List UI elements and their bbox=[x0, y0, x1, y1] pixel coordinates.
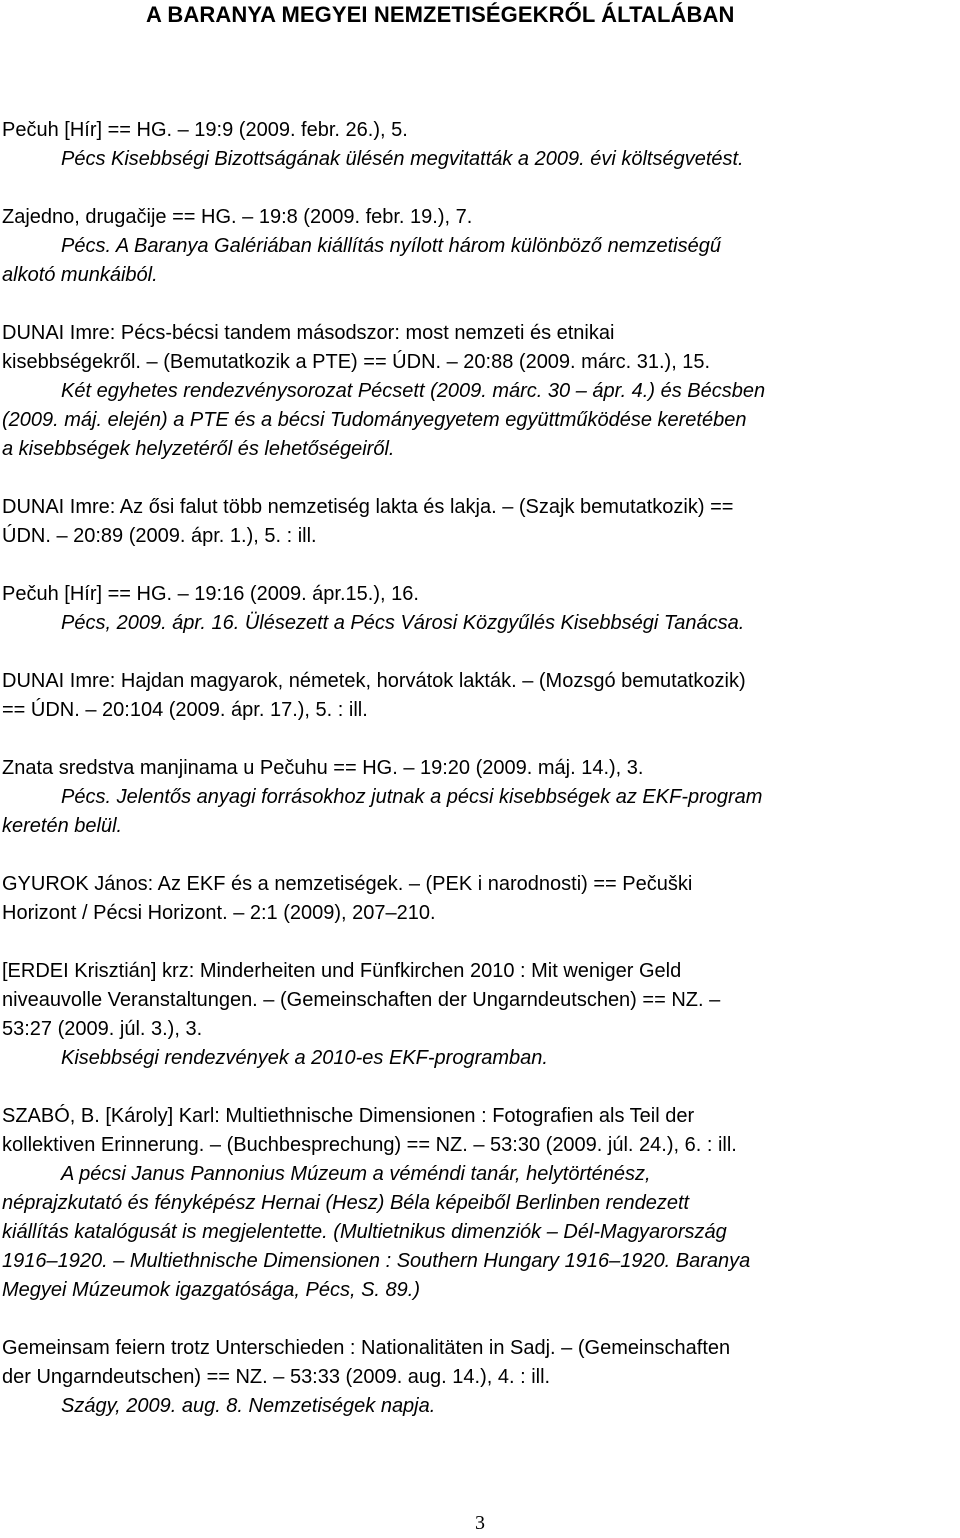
entry-citation-line: == ÚDN. – 20:104 (2009. ápr. 17.), 5. : ill. bbox=[2, 699, 368, 721]
entry-citation-line: Pečuh [Hír] == HG. – 19:16 (2009. ápr.15.), 16. bbox=[2, 583, 419, 605]
entry-annotation-line: (2009. máj. elején) a PTE és a bécsi Tudományegyetem együttműködése keretében bbox=[2, 409, 747, 431]
page-title: A BARANYA MEGYEI NEMZETISÉGEKRŐL ÁLTALÁBAN bbox=[146, 2, 735, 27]
entry-annotation-line: kiállítás katalógusát is megjelentette. (Multietnikus dimenziók – Dél-Magyarország bbox=[2, 1221, 727, 1243]
page-number: 3 bbox=[475, 1512, 485, 1534]
entry-annotation-line: alkotó munkáiból. bbox=[2, 264, 158, 286]
bibliography-entry bbox=[2, 580, 960, 638]
entry-annotation-line: 1916–1920. – Multiethnische Dimensionen : Southern Hungary 1916–1920. Baranya bbox=[2, 1250, 751, 1272]
bibliography-entry bbox=[2, 870, 960, 928]
bibliography-list bbox=[2, 116, 960, 1421]
entry-citation-line: ÚDN. – 20:89 (2009. ápr. 1.), 5. : ill. bbox=[2, 525, 317, 547]
bibliography-entry bbox=[2, 116, 960, 174]
bibliography-entry bbox=[2, 203, 960, 290]
entry-annotation-line: keretén belül. bbox=[2, 815, 123, 837]
entry-citation-line: GYUROK János: Az EKF és a nemzetiségek. – (PEK i narodnosti) == Pečuški bbox=[2, 873, 693, 895]
entry-annotation-line: Pécs. Jelentős anyagi forrásokhoz jutnak a pécsi kisebbségek az EKF-program bbox=[61, 786, 763, 808]
entry-citation-line: der Ungarndeutschen) == NZ. – 53:33 (2009. aug. 14.), 4. : ill. bbox=[2, 1366, 551, 1388]
entry-annotation-line: a kisebbségek helyzetéről és lehetőségeiről. bbox=[2, 438, 395, 460]
entry-citation-line: niveauvolle Veranstaltungen. – (Gemeinschaften der Ungarndeutschen) == NZ. – bbox=[2, 989, 721, 1011]
entry-citation-line: DUNAI Imre: Pécs-bécsi tandem másodszor: most nemzeti és etnikai bbox=[2, 322, 615, 344]
entry-citation-line: [ERDEI Krisztián] krz: Minderheiten und Fünfkirchen 2010 : Mit weniger Geld bbox=[2, 960, 682, 982]
entry-citation-line: DUNAI Imre: Az ősi falut több nemzetiség lakta és lakja. – (Szajk bemutatkozik) == bbox=[2, 496, 734, 518]
entry-citation-line: Horizont / Pécsi Horizont. – 2:1 (2009), 207–210. bbox=[2, 902, 436, 924]
bibliography-entry bbox=[2, 319, 960, 464]
entry-annotation-line: Pécs, 2009. ápr. 16. Ülésezett a Pécs Városi Közgyűlés Kisebbségi Tanácsa. bbox=[61, 612, 745, 634]
bibliography-entry bbox=[2, 754, 960, 841]
entry-citation-line: Znata sredstva manjinama u Pečuhu == HG. – 19:20 (2009. máj. 14.), 3. bbox=[2, 757, 644, 779]
bibliography-entry bbox=[2, 493, 960, 551]
entry-citation-line: Gemeinsam feiern trotz Unterschieden : Nationalitäten in Sadj. – (Gemeinschaften bbox=[2, 1337, 731, 1359]
entry-citation-line: 53:27 (2009. júl. 3.), 3. bbox=[2, 1018, 203, 1040]
entry-citation-line: kollektiven Erinnerung. – (Buchbesprechung) == NZ. – 53:30 (2009. júl. 24.), 6. : ill. bbox=[2, 1134, 737, 1156]
entry-citation-line: kisebbségekről. – (Bemutatkozik a PTE) == ÚDN. – 20:88 (2009. márc. 31.), 15. bbox=[2, 351, 711, 373]
entry-citation-line: Zajedno, drugačije == HG. – 19:8 (2009. febr. 19.), 7. bbox=[2, 206, 473, 228]
entry-citation-line: Pečuh [Hír] == HG. – 19:9 (2009. febr. 26.), 5. bbox=[2, 119, 408, 141]
bibliography-entry bbox=[2, 1102, 960, 1305]
entry-annotation-line: néprajzkutató és fényképész Hernai (Hesz) Béla képeiből Berlinben rendezett bbox=[2, 1192, 690, 1214]
entry-annotation-line: Megyei Múzeumok igazgatósága, Pécs, S. 89.) bbox=[2, 1279, 420, 1301]
entry-annotation-line: Pécs Kisebbségi Bizottságának ülésén megvitatták a 2009. évi költségvetést. bbox=[61, 148, 744, 170]
entry-annotation-line: Pécs. A Baranya Galériában kiállítás nyílott három különböző nemzetiségű bbox=[61, 235, 721, 257]
entry-citation-line: DUNAI Imre: Hajdan magyarok, németek, horvátok lakták. – (Mozsgó bemutatkozik) bbox=[2, 670, 746, 692]
bibliography-entry bbox=[2, 1334, 960, 1421]
entry-annotation-line: A pécsi Janus Pannonius Múzeum a véméndi tanár, helytörténész, bbox=[61, 1163, 651, 1185]
entry-annotation-line: Két egyhetes rendezvénysorozat Pécsett (2009. márc. 30 – ápr. 4.) és Bécsben bbox=[61, 380, 766, 402]
bibliography-entry bbox=[2, 957, 960, 1073]
entry-annotation-line: Kisebbségi rendezvények a 2010-es EKF-programban. bbox=[61, 1047, 548, 1069]
entry-citation-line: SZABÓ, B. [Károly] Karl: Multiethnische Dimensionen : Fotografien als Teil der bbox=[2, 1105, 695, 1127]
entry-annotation-line: Szágy, 2009. aug. 8. Nemzetiségek napja. bbox=[61, 1395, 436, 1417]
bibliography-entry bbox=[2, 667, 960, 725]
